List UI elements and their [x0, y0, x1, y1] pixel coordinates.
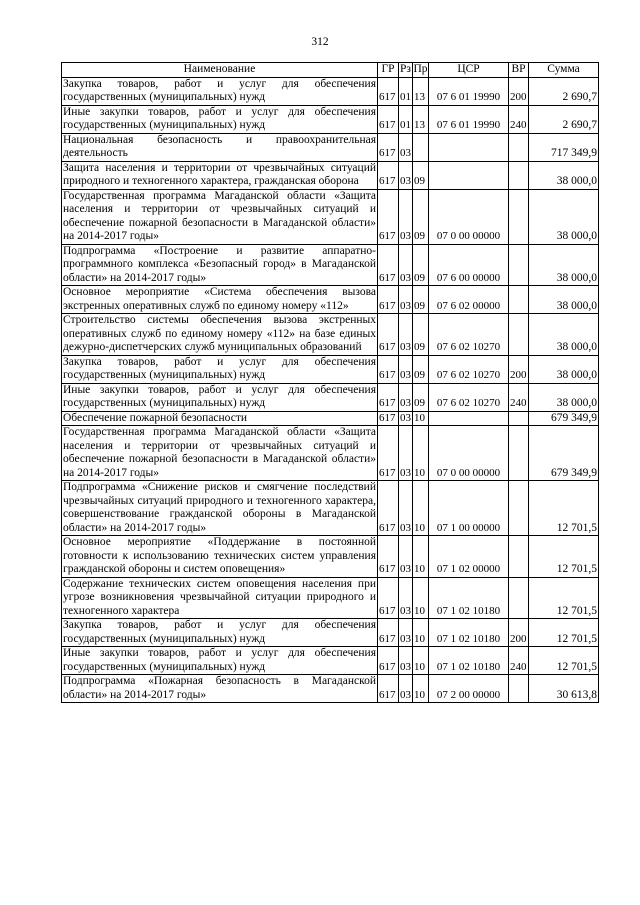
row-name: Национальная безопасность и правоохранительная деятельность [63, 133, 376, 159]
row-gr: 617 [378, 536, 399, 578]
row-name: Обеспечение пожарной безопасности [62, 411, 378, 426]
row-rz: 03 [399, 619, 413, 647]
row-vr: 240 [509, 105, 529, 133]
row-rz: 03 [399, 536, 413, 578]
row-sum: 38 000,0 [529, 286, 599, 314]
row-sum: 12 701,5 [529, 619, 599, 647]
row-csr: 07 6 02 10270 [429, 383, 509, 411]
row-vr [509, 411, 529, 426]
row-csr: 07 0 00 00000 [429, 426, 509, 481]
row-rz: 03 [400, 411, 411, 424]
row-sum: 30 613,8 [529, 675, 599, 703]
row-pr: 09 [413, 314, 429, 356]
table-row [62, 619, 599, 647]
row-gr: 617 [378, 355, 399, 383]
row-vr [509, 161, 529, 189]
row-rz: 03 [399, 481, 413, 536]
row-pr: 09 [413, 189, 429, 244]
row-name: Строительство системы обеспечения вызова экстренных оперативных служб по единому номеру «112» на базе единых дежурно-диспетчерских служб муниципальных образований [63, 314, 376, 353]
row-pr: 09 [413, 355, 429, 383]
row-rz: 03 [399, 161, 413, 189]
row-csr: 07 1 02 10180 [429, 647, 509, 675]
table-row [62, 286, 599, 314]
table-row [62, 314, 599, 356]
row-sum: 38 000,0 [529, 355, 599, 383]
row-csr [429, 161, 509, 189]
row-pr: 10 [413, 675, 429, 703]
row-pr [413, 133, 429, 161]
row-gr: 617 [378, 314, 399, 356]
header-gr: ГР [378, 63, 399, 78]
row-vr: 240 [509, 647, 529, 675]
header-row [62, 63, 599, 78]
row-vr: 200 [509, 77, 529, 105]
row-name: Государственная программа Магаданской области «Защита населения и территории от чрезвычайных ситуаций и обеспечение пожарной безопасности в Магаданской области» на 2014-2017 годы» [63, 189, 376, 242]
row-name: Государственная программа Магаданской области «Защита населения и территории от чрезвычайных ситуаций и обеспечение пожарной безопасности в Магаданской области» на 2014-2017 годы» [63, 426, 376, 479]
row-name: Содержание технических систем оповещения населения при угрозе возникновения чрезвычайной ситуации природного и техногенного характера [63, 577, 376, 617]
table-row [62, 161, 599, 189]
row-rz: 01 [399, 105, 413, 133]
row-csr: 07 1 02 10180 [429, 577, 509, 619]
row-csr: 07 6 01 19990 [429, 105, 509, 133]
table-row [62, 536, 599, 578]
row-gr: 617 [378, 383, 399, 411]
table-row [62, 244, 599, 286]
row-gr: 617 [378, 286, 399, 314]
row-vr [509, 286, 529, 314]
row-rz: 03 [399, 383, 413, 411]
header-rz: Рз [400, 63, 411, 75]
row-sum: 12 701,5 [529, 577, 599, 619]
row-name: Подпрограмма «Построение и развитие аппаратно-программного комплекса «Безопасный город» в Магаданской области» на 2014-2017 годы» [63, 244, 376, 284]
row-vr [509, 675, 529, 703]
row-vr [509, 244, 529, 286]
row-pr: 10 [413, 619, 429, 647]
row-csr: 07 1 02 10180 [429, 619, 509, 647]
table-row [62, 355, 599, 383]
row-name: Защита населения и территории от чрезвычайных ситуаций природного и техногенного характера, гражданская оборона [63, 161, 376, 187]
row-pr: 13 [413, 77, 429, 105]
row-csr: 07 6 02 10270 [429, 355, 509, 383]
header-sum: Сумма [529, 63, 599, 78]
table-row [62, 647, 599, 675]
row-pr: 10 [413, 577, 429, 619]
row-vr [509, 536, 529, 578]
row-pr: 09 [413, 286, 429, 314]
table-row [62, 383, 599, 411]
row-sum: 38 000,0 [529, 383, 599, 411]
row-pr: 09 [413, 244, 429, 286]
row-gr: 617 [378, 619, 399, 647]
row-pr: 09 [413, 383, 429, 411]
row-name: Основное мероприятие «Система обеспечения вызова экстренных оперативных служб по единому номеру «112» [63, 286, 376, 312]
row-rz: 01 [399, 77, 413, 105]
row-pr: 10 [413, 481, 429, 536]
row-sum: 12 701,5 [529, 481, 599, 536]
row-vr: 200 [509, 355, 529, 383]
row-rz: 03 [399, 133, 413, 161]
row-pr: 10 [413, 536, 429, 578]
row-name: Иные закупки товаров, работ и услуг для обеспечения государственных (муниципальных) нужд [63, 105, 376, 131]
row-rz: 03 [399, 647, 413, 675]
row-sum: 679 349,9 [529, 411, 599, 426]
row-pr: 10 [413, 647, 429, 675]
row-name: Подпрограмма «Снижение рисков и смягчение последствий чрезвычайных ситуаций природного и техногенного характера, совершенствование гражданской обороны в Магаданской области» на 2014-2017 годы» [63, 481, 376, 534]
row-name: Иные закупки товаров, работ и услуг для обеспечения государственных (муниципальных) нужд [63, 647, 376, 673]
table-row [62, 675, 599, 703]
row-name: Закупка товаров, работ и услуг для обеспечения государственных (муниципальных) нужд [63, 77, 376, 103]
row-vr [509, 577, 529, 619]
row-name: Основное мероприятие «Поддержание в постоянной готовности к использованию технических систем управления гражданской обороны и систем оповещения» [63, 536, 376, 575]
row-csr: 07 2 00 00000 [429, 675, 509, 703]
row-vr: 240 [509, 383, 529, 411]
row-gr: 617 [378, 481, 399, 536]
row-gr: 617 [378, 189, 399, 244]
row-csr: 07 6 02 00000 [429, 286, 509, 314]
row-sum: 12 701,5 [529, 536, 599, 578]
row-rz: 03 [399, 286, 413, 314]
row-rz: 03 [399, 314, 413, 356]
row-gr: 617 [378, 411, 399, 426]
row-rz: 03 [399, 355, 413, 383]
row-sum: 12 701,5 [529, 647, 599, 675]
row-gr: 617 [378, 105, 399, 133]
row-pr: 10 [413, 411, 429, 426]
header-vr: ВР [509, 63, 529, 78]
row-vr [509, 481, 529, 536]
row-gr: 617 [378, 426, 399, 481]
row-name: Подпрограмма «Пожарная безопасность в Магаданской области» на 2014-2017 годы» [63, 675, 376, 701]
row-sum: 38 000,0 [529, 161, 599, 189]
row-sum: 38 000,0 [529, 314, 599, 356]
row-sum: 38 000,0 [529, 244, 599, 286]
row-name: Закупка товаров, работ и услуг для обеспечения государственных (муниципальных) нужд [63, 355, 376, 381]
row-sum: 38 000,0 [529, 189, 599, 244]
header-pr: Пр [413, 63, 428, 75]
row-csr: 07 0 00 00000 [429, 189, 509, 244]
row-csr [429, 133, 509, 161]
row-name: Закупка товаров, работ и услуг для обеспечения государственных (муниципальных) нужд [63, 619, 376, 645]
table-row [62, 411, 599, 426]
table-row [62, 77, 599, 105]
header-csr: ЦСР [429, 63, 509, 78]
row-vr [509, 426, 529, 481]
row-csr: 07 6 00 00000 [429, 244, 509, 286]
row-gr: 617 [378, 577, 399, 619]
row-vr [509, 133, 529, 161]
row-pr: 10 [413, 426, 429, 481]
row-csr: 07 1 00 00000 [429, 481, 509, 536]
row-sum: 2 690,7 [529, 105, 599, 133]
row-csr: 07 1 02 00000 [429, 536, 509, 578]
row-csr: 07 6 02 10270 [429, 314, 509, 356]
page-number: 312 [311, 36, 329, 48]
row-pr: 09 [413, 161, 429, 189]
row-vr [509, 314, 529, 356]
row-rz: 03 [399, 577, 413, 619]
row-vr: 200 [509, 619, 529, 647]
row-rz: 03 [399, 426, 413, 481]
row-gr: 617 [378, 244, 399, 286]
table-row [62, 426, 599, 481]
row-pr: 13 [413, 105, 429, 133]
row-sum: 679 349,9 [529, 426, 599, 481]
row-sum: 717 349,9 [529, 133, 599, 161]
row-sum: 2 690,7 [529, 77, 599, 105]
row-rz: 03 [399, 675, 413, 703]
table-row [62, 133, 599, 161]
row-gr: 617 [378, 161, 399, 189]
header-name: Наименование [62, 63, 378, 78]
budget-table [61, 62, 599, 703]
table-row [62, 105, 599, 133]
row-gr: 617 [378, 133, 399, 161]
row-vr [509, 189, 529, 244]
table-row [62, 189, 599, 244]
table-row [62, 481, 599, 536]
row-gr: 617 [378, 77, 399, 105]
row-csr [429, 411, 509, 426]
row-rz: 03 [399, 244, 413, 286]
row-csr: 07 6 01 19990 [429, 77, 509, 105]
table-row [62, 577, 599, 619]
row-name: Иные закупки товаров, работ и услуг для обеспечения государственных (муниципальных) нужд [63, 383, 376, 409]
row-rz: 03 [399, 189, 413, 244]
row-gr: 617 [378, 675, 399, 703]
row-gr: 617 [378, 647, 399, 675]
